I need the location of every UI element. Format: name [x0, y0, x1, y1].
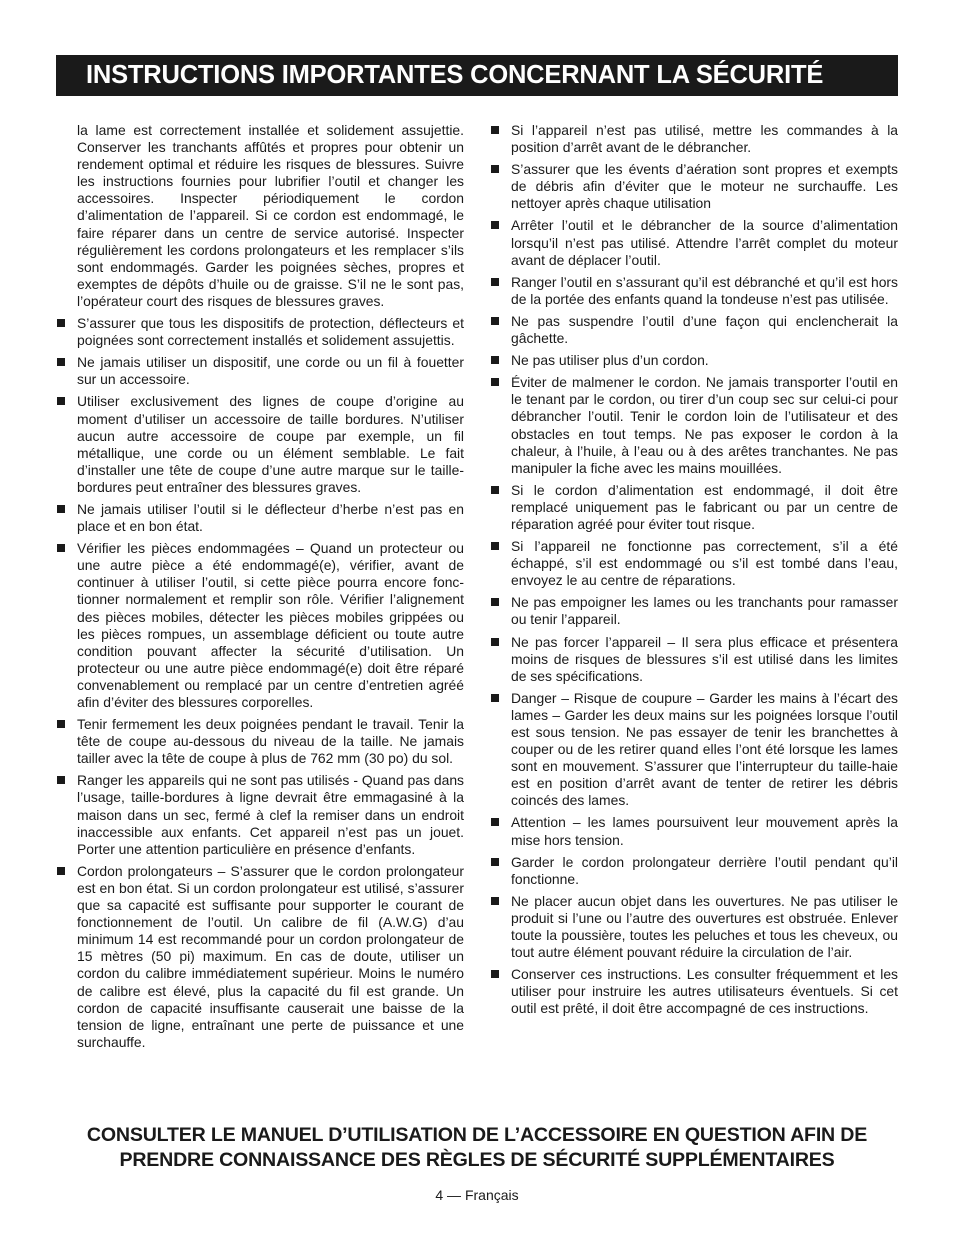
continuation-paragraph: la lame est correctement installée et solidement assujettie. Conserver les tranchants affûtés et propres pour obtenir un rendement optimal et réduire les risques de blessures. Suivre les instructions fournies pour lubrifier l’outil et changer les accessoires. Inspecter périodiquement le cordon d’alimentation de l’appareil. Si ce cordon est endommagé, le faire réparer dans un centre de service autorisé. Inspecter régulièrement les cordons prolongateurs et les remplacer s’ils sont endommagés. Garder les poignées sèches, propres et exemptes de dépôts d’huile ou de graisse. S’il ne le sont pas, l’opérateur court des risques de blessures graves.	[77, 122, 464, 309]
list-item: Éviter de malmener le cordon. Ne jamais transporter l’outil en le tenant par le cordon, ou tirer d’un coup sec sur celui-ci pour débrancher l’outil. Tenir le cordon loin de l’utilisateur et des obstacles en tout temps. Ne pas exposer le cordon à la chaleur, à l’huile, à l’eau ou à des arêtes tranchantes. Ne pas manipuler la fiche avec les mains mouillées.	[490, 374, 898, 477]
list-item: Utiliser exclusivement des lignes de coupe d’origine au moment d’utiliser un accessoire de taille bordures. N’utiliser aucun autre accessoire de coupe par exemple, un fil métallique, une corde ou un élément semblable. Le fait d’installer une tête de coupe d’une autre marque sur le taille-bordures peut entraîner des blessures graves.	[56, 393, 464, 496]
list-item: Garder le cordon prolongateur derrière l’outil pendant qu’il fonctionne.	[490, 854, 898, 888]
list-item: Si le cordon d’alimentation est endommagé, il doit être remplacé uniquement pas le fabricant ou par un centre de réparation agréé pour éviter tout risque.	[490, 482, 898, 533]
list-item: Cordon prolongateurs – S’assurer que le cordon prolongateur est en bon état. Si un cordon prolongateur est utilisé, s’assurer que sa capacité est suffisante pour supporter le courant de fonctionnement de l’outil. Un calibre de fil (A.W.G) d’au minimum 14 est recommandé pour un cordon prolongateur de 15 mètres (50 pi) maximum. En cas de doute, utiliser un cordon du calibre immédiatement supérieur. Moins le numéro de calibre est élevé, plus la capacité du fil est grande. Un cordon de capacité insuffisante causerait une baisse de la tension de ligne, entraînant une perte de puissance et une surchauffe.	[56, 863, 464, 1051]
list-item: Ne pas utiliser plus d’un cordon.	[490, 352, 898, 369]
list-item: Ne jamais utiliser un dispositif, une corde ou un fil à fouetter sur un accessoire.	[56, 354, 464, 388]
list-item: S’assurer que les évents d’aération sont propres et exempts de débris afin d’éviter que le moteur ne surchauffe. Les nettoyer après chaque utilisation	[490, 161, 898, 212]
footer-notice-line: PRENDRE CONNAISSANCE DES RÈGLES DE SÉCURITÉ SUPPLÉMENTAIRES	[119, 1149, 835, 1171]
list-item: S’assurer que tous les dispositifs de protection, déflecteurs et poignées sont correctement installés et solidement assujettis.	[56, 315, 464, 349]
page-number: 4 — Français	[435, 1187, 519, 1203]
page-header	[56, 55, 898, 96]
footer-notice-line: CONSULTER LE MANUEL D’UTILISATION DE L’ACCESSOIRE EN QUESTION AFIN DE	[86, 1124, 868, 1146]
list-item: Si l’appareil n’est pas utilisé, mettre les commandes à la position d’arrêt avant de le débrancher.	[490, 122, 898, 156]
page-title: INSTRUCTIONS IMPORTANTES CONCERNANT LA SÉCURITÉ	[86, 61, 824, 89]
left-column	[56, 122, 464, 1056]
list-item: Ne placer aucun objet dans les ouvertures. Ne pas utiliser le produit si l’une ou l’autre des ouvertures est obstruée. Enlever toute la poussière, toutes les peluches et tous les cheveux, ou tout autre élément pouvant réduire la circulation de l’air.	[490, 893, 898, 961]
list-item: Tenir fermement les deux poignées pendant le travail. Tenir la tête de coupe au-dessous du niveau de la taille. Ne jamais tailler avec la tête de coupe à plus de 762 mm (30 po) du sol.	[56, 716, 464, 767]
footer-notice	[40, 1123, 914, 1173]
list-item: Ne pas suspendre l’outil d’une façon qui enclencherait la gâchette.	[490, 313, 898, 347]
list-item: Attention – les lames poursuivent leur mouvement après la mise hors tension.	[490, 814, 898, 848]
list-item: Ne jamais utiliser l’outil si le déflecteur d’herbe n’est pas en place et en bon état.	[56, 501, 464, 535]
list-item: Ne pas empoigner les lames ou les tranchants pour ramasser ou tenir l’appareil.	[490, 594, 898, 628]
list-item: Conserver ces instructions. Les consulter fréquemment et les utiliser pour instruire les autres utilisateurs éventuels. Si cet outil est prêté, il doit être accompagné de ces instructions.	[490, 966, 898, 1017]
list-item: Si l’appareil ne fonctionne pas correctement, s’il a été échappé, s’il est endommagé ou s’il est tombé dans l’eau, envoyez le au centre de réparations.	[490, 538, 898, 589]
list-item: Ranger les appareils qui ne sont pas utilisés - Quand pas dans l’usage, taille-bordures à ligne devrait être emmagasiné à la maison dans un sec, fermé à clef la remiser dans un endroit inaccessible aux enfants. Cet appareil n’est pas un jouet. Porter une attention particulière en présence d’enfants.	[56, 772, 464, 857]
list-item: Arrêter l’outil et le débrancher de la source d’alimentation lorsqu’il n’est pas utilisé. Attendre l’arrêt complet du moteur avant de déplacer l’outil.	[490, 217, 898, 268]
list-item: Ranger l’outil en s’assurant qu’il est débranché et qu’il est hors de la portée des enfants quand la tondeuse n’est pas utilisée.	[490, 274, 898, 308]
list-item: Ne pas forcer l’appareil – Il sera plus efficace et présentera moins de risques de blessures s’il est utilisé dans les limites de ses spécifications.	[490, 634, 898, 685]
right-column	[490, 122, 898, 1023]
list-item: Vérifier les pièces endommagées – Quand un protecteur ou une autre pièce a été endommagé(e), vérifier, avant de continuer à utiliser l’outil, si cette pièce pourra encore fonc- tionner normalement et remplir son rôle. Vérifier l’alignement des pièces mobiles, détecter les pièces mobiles grippées ou les pièces rompues, un assemblage déficient ou toute autre condition pouvant affecter la sécurité d’utilisation. Un protecteur ou une autre pièce endommagé(e) doit être réparé convenablement ou remplacé par un centre d’entretien agréé afin d’éviter des blessures corporelles.	[56, 540, 464, 711]
list-item: Danger – Risque de coupure – Garder les mains à l’écart des lames – Garder les deux mains sur les poignées lorsque l’outil est sous tension. Ne pas essayer de tenir les branchettes à couper ou de les retirer quand elles l’ont été lorsque les lames sont en mouvement. S’assurer que l’interrupteur du taille-haie est en position d’arrêt avant de tenter de retirer les débris coincés des lames.	[490, 690, 898, 810]
